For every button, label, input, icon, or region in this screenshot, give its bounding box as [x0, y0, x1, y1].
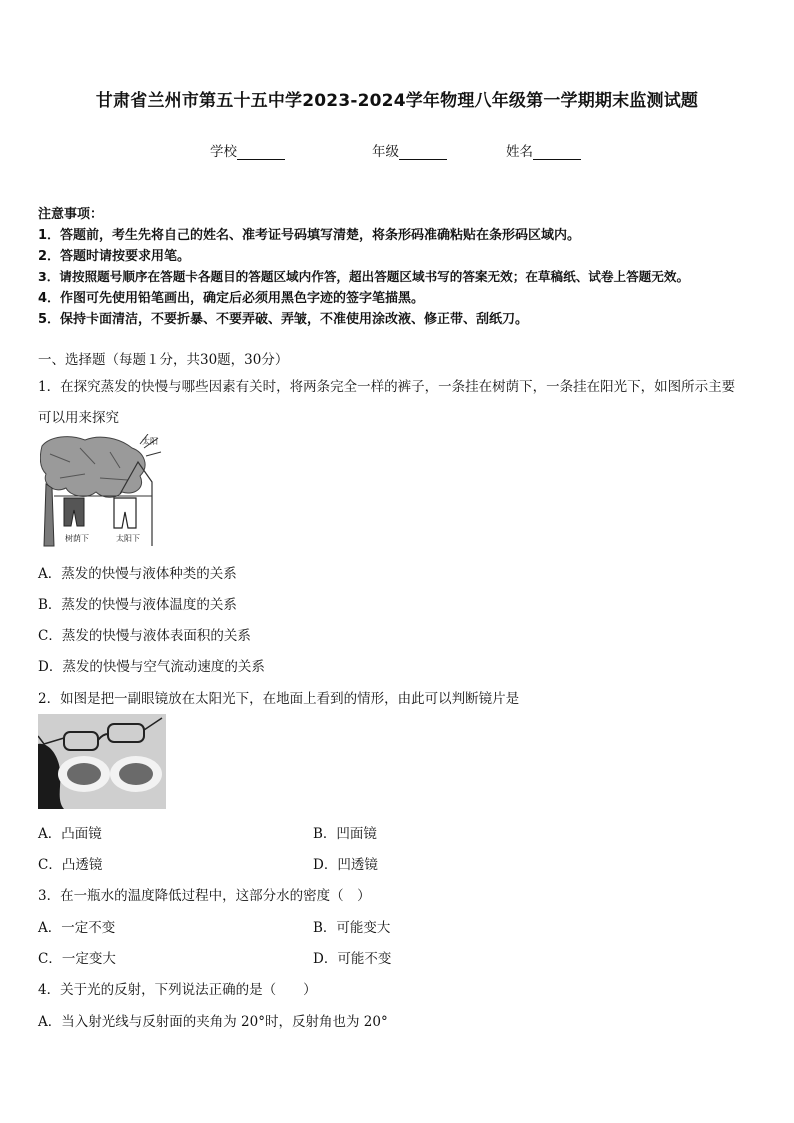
page-title: 甘肃省兰州市第五十五中学2023-2024学年物理八年级第一学期期末监测试题: [95, 91, 699, 111]
grade-field: [372, 140, 447, 160]
note-item: 4．作图可先使用铅笔画出，确定后必须用黑色字迹的签字笔描黑。: [38, 291, 425, 306]
note-item: 2．答题时请按要求用笔。: [38, 249, 191, 264]
notes-heading: 注意事项：: [38, 207, 104, 222]
option-b: B．可能变大: [313, 920, 391, 936]
name-label: 姓名: [506, 144, 533, 160]
question-1-stem-cont: 可以用来探究: [38, 410, 119, 426]
question-1-stem: 1．在探究蒸发的快慢与哪些因素有关时，将两条完全一样的裤子，一条挂在树荫下，一条挂在阳光下，如图所示主要: [38, 379, 736, 395]
note-item: 5．保持卡面清洁，不要折暴、不要弄破、弄皱，不准使用涂改液、修正带、刮纸刀。: [38, 312, 529, 327]
option-a: A．蒸发的快慢与液体种类的关系: [38, 566, 237, 582]
option-a: A．凸面镜: [38, 826, 102, 842]
question-3-stem: 3．在一瓶水的温度降低过程中，这部分水的密度（ ）: [38, 888, 371, 904]
glasses-figure: [38, 714, 166, 809]
grade-blank: [399, 145, 447, 160]
name-field: [506, 140, 581, 160]
option-a: A．当入射光线与反射面的夹角为 20°时，反射角也为 20°: [38, 1014, 388, 1030]
option-a: A．一定不变: [38, 920, 116, 936]
option-d: D．可能不变: [313, 951, 392, 967]
option-c: C．蒸发的快慢与液体表面积的关系: [38, 628, 251, 644]
school-field: [210, 140, 285, 160]
school-label: 学校: [210, 144, 237, 160]
note-item: 1．答题前，考生先将自己的姓名、准考证号码填写清楚，将条形码准确粘贴在条形码区域内。: [38, 228, 581, 243]
label-sunlight: 太阳下: [116, 534, 140, 543]
school-blank: [237, 145, 285, 160]
option-c: C．一定变大: [38, 951, 116, 967]
option-b: B．蒸发的快慢与液体温度的关系: [38, 597, 237, 613]
grade-label: 年级: [372, 144, 399, 160]
note-item: 3．请按照题号顺序在答题卡各题目的答题区域内作答，超出答题区域书写的答案无效；在草稿纸、试卷上答题无效。: [38, 269, 690, 284]
option-d: D．蒸发的快慢与空气流动速度的关系: [38, 659, 265, 675]
section-heading: 一、选择题（每题１分，共30题，30分）: [38, 352, 289, 368]
label-shade: 树荫下: [65, 534, 89, 543]
pants-drying-figure: [40, 434, 162, 550]
question-2-stem: 2．如图是把一副眼镜放在太阳光下，在地面上看到的情形，由此可以判断镜片是: [38, 691, 520, 707]
option-d: D．凹透镜: [313, 857, 378, 873]
question-4-stem: 4．关于光的反射，下列说法正确的是（ ）: [38, 982, 317, 998]
option-b: B．凹面镜: [313, 826, 377, 842]
option-c: C．凸透镜: [38, 857, 103, 873]
label-sun: 太阳: [142, 437, 158, 446]
name-blank: [533, 145, 581, 160]
